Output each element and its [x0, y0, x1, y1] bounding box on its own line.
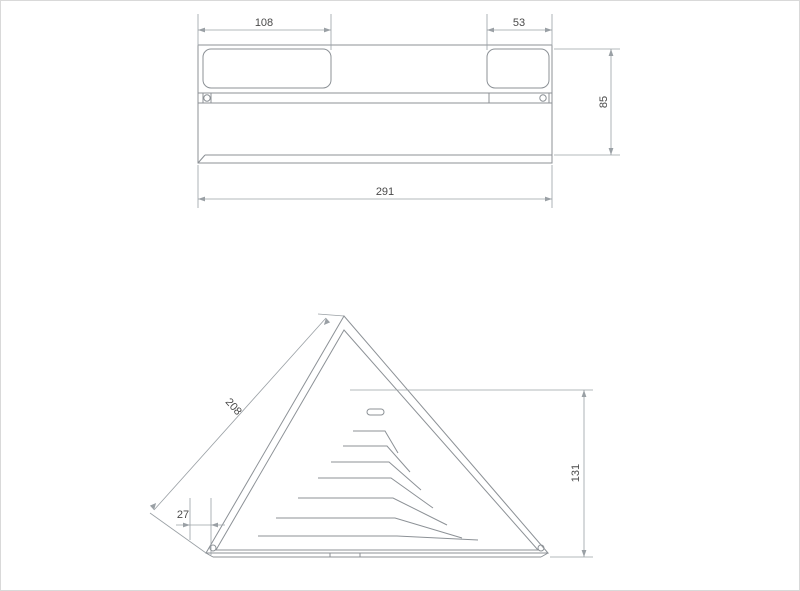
slot-7: [258, 536, 478, 540]
dimension-label-131: 131: [570, 463, 582, 483]
dim-line-208: [154, 318, 326, 510]
dimension-label-291: 291: [375, 186, 395, 198]
arrow-291-right: [545, 197, 552, 202]
slot-4: [318, 478, 433, 508]
right-fixing-screw: [540, 95, 546, 101]
shelf-outline-inner: [216, 330, 538, 550]
perspective-view-group: [206, 316, 548, 557]
shelf-body-outline: [198, 45, 552, 163]
slot-2: [343, 446, 410, 472]
slot-6: [276, 518, 462, 538]
right-bracket: [487, 49, 549, 88]
slot-1: [353, 431, 398, 453]
left-bracket: [203, 49, 331, 88]
arrow-131-top: [582, 390, 587, 397]
arrow-291-left: [198, 197, 205, 202]
slot-0: [367, 409, 384, 415]
arrow-108-right: [324, 28, 331, 33]
front-view-group: [198, 45, 552, 163]
front-rail-left-join: [206, 553, 213, 557]
arrow-131-bottom: [582, 550, 587, 557]
arrow-27-right: [211, 523, 218, 528]
arrow-85-bottom: [609, 148, 614, 155]
left-fixing-screw: [204, 95, 210, 101]
dimension-131: [350, 390, 593, 557]
dimension-label-53: 53: [512, 17, 526, 29]
arrow-27-left: [183, 523, 190, 528]
shelf-outline-outer: [206, 316, 548, 553]
dimension-label-208: 208: [222, 396, 244, 418]
dimension-label-108: 108: [254, 17, 274, 29]
arrow-53-left: [487, 28, 494, 33]
drainage-slots: [258, 409, 478, 540]
front-rail-right-join: [541, 553, 548, 557]
dimension-85: [554, 49, 620, 155]
arrow-108-left: [198, 28, 205, 33]
arrow-85-top: [609, 49, 614, 56]
slot-3: [331, 462, 421, 490]
shelf-lower-chamfer: [198, 155, 205, 163]
dimension-label-85: 85: [598, 95, 610, 109]
ext-line-208-top: [318, 314, 344, 316]
arrow-53-right: [545, 28, 552, 33]
dimension-label-27: 27: [176, 509, 190, 521]
